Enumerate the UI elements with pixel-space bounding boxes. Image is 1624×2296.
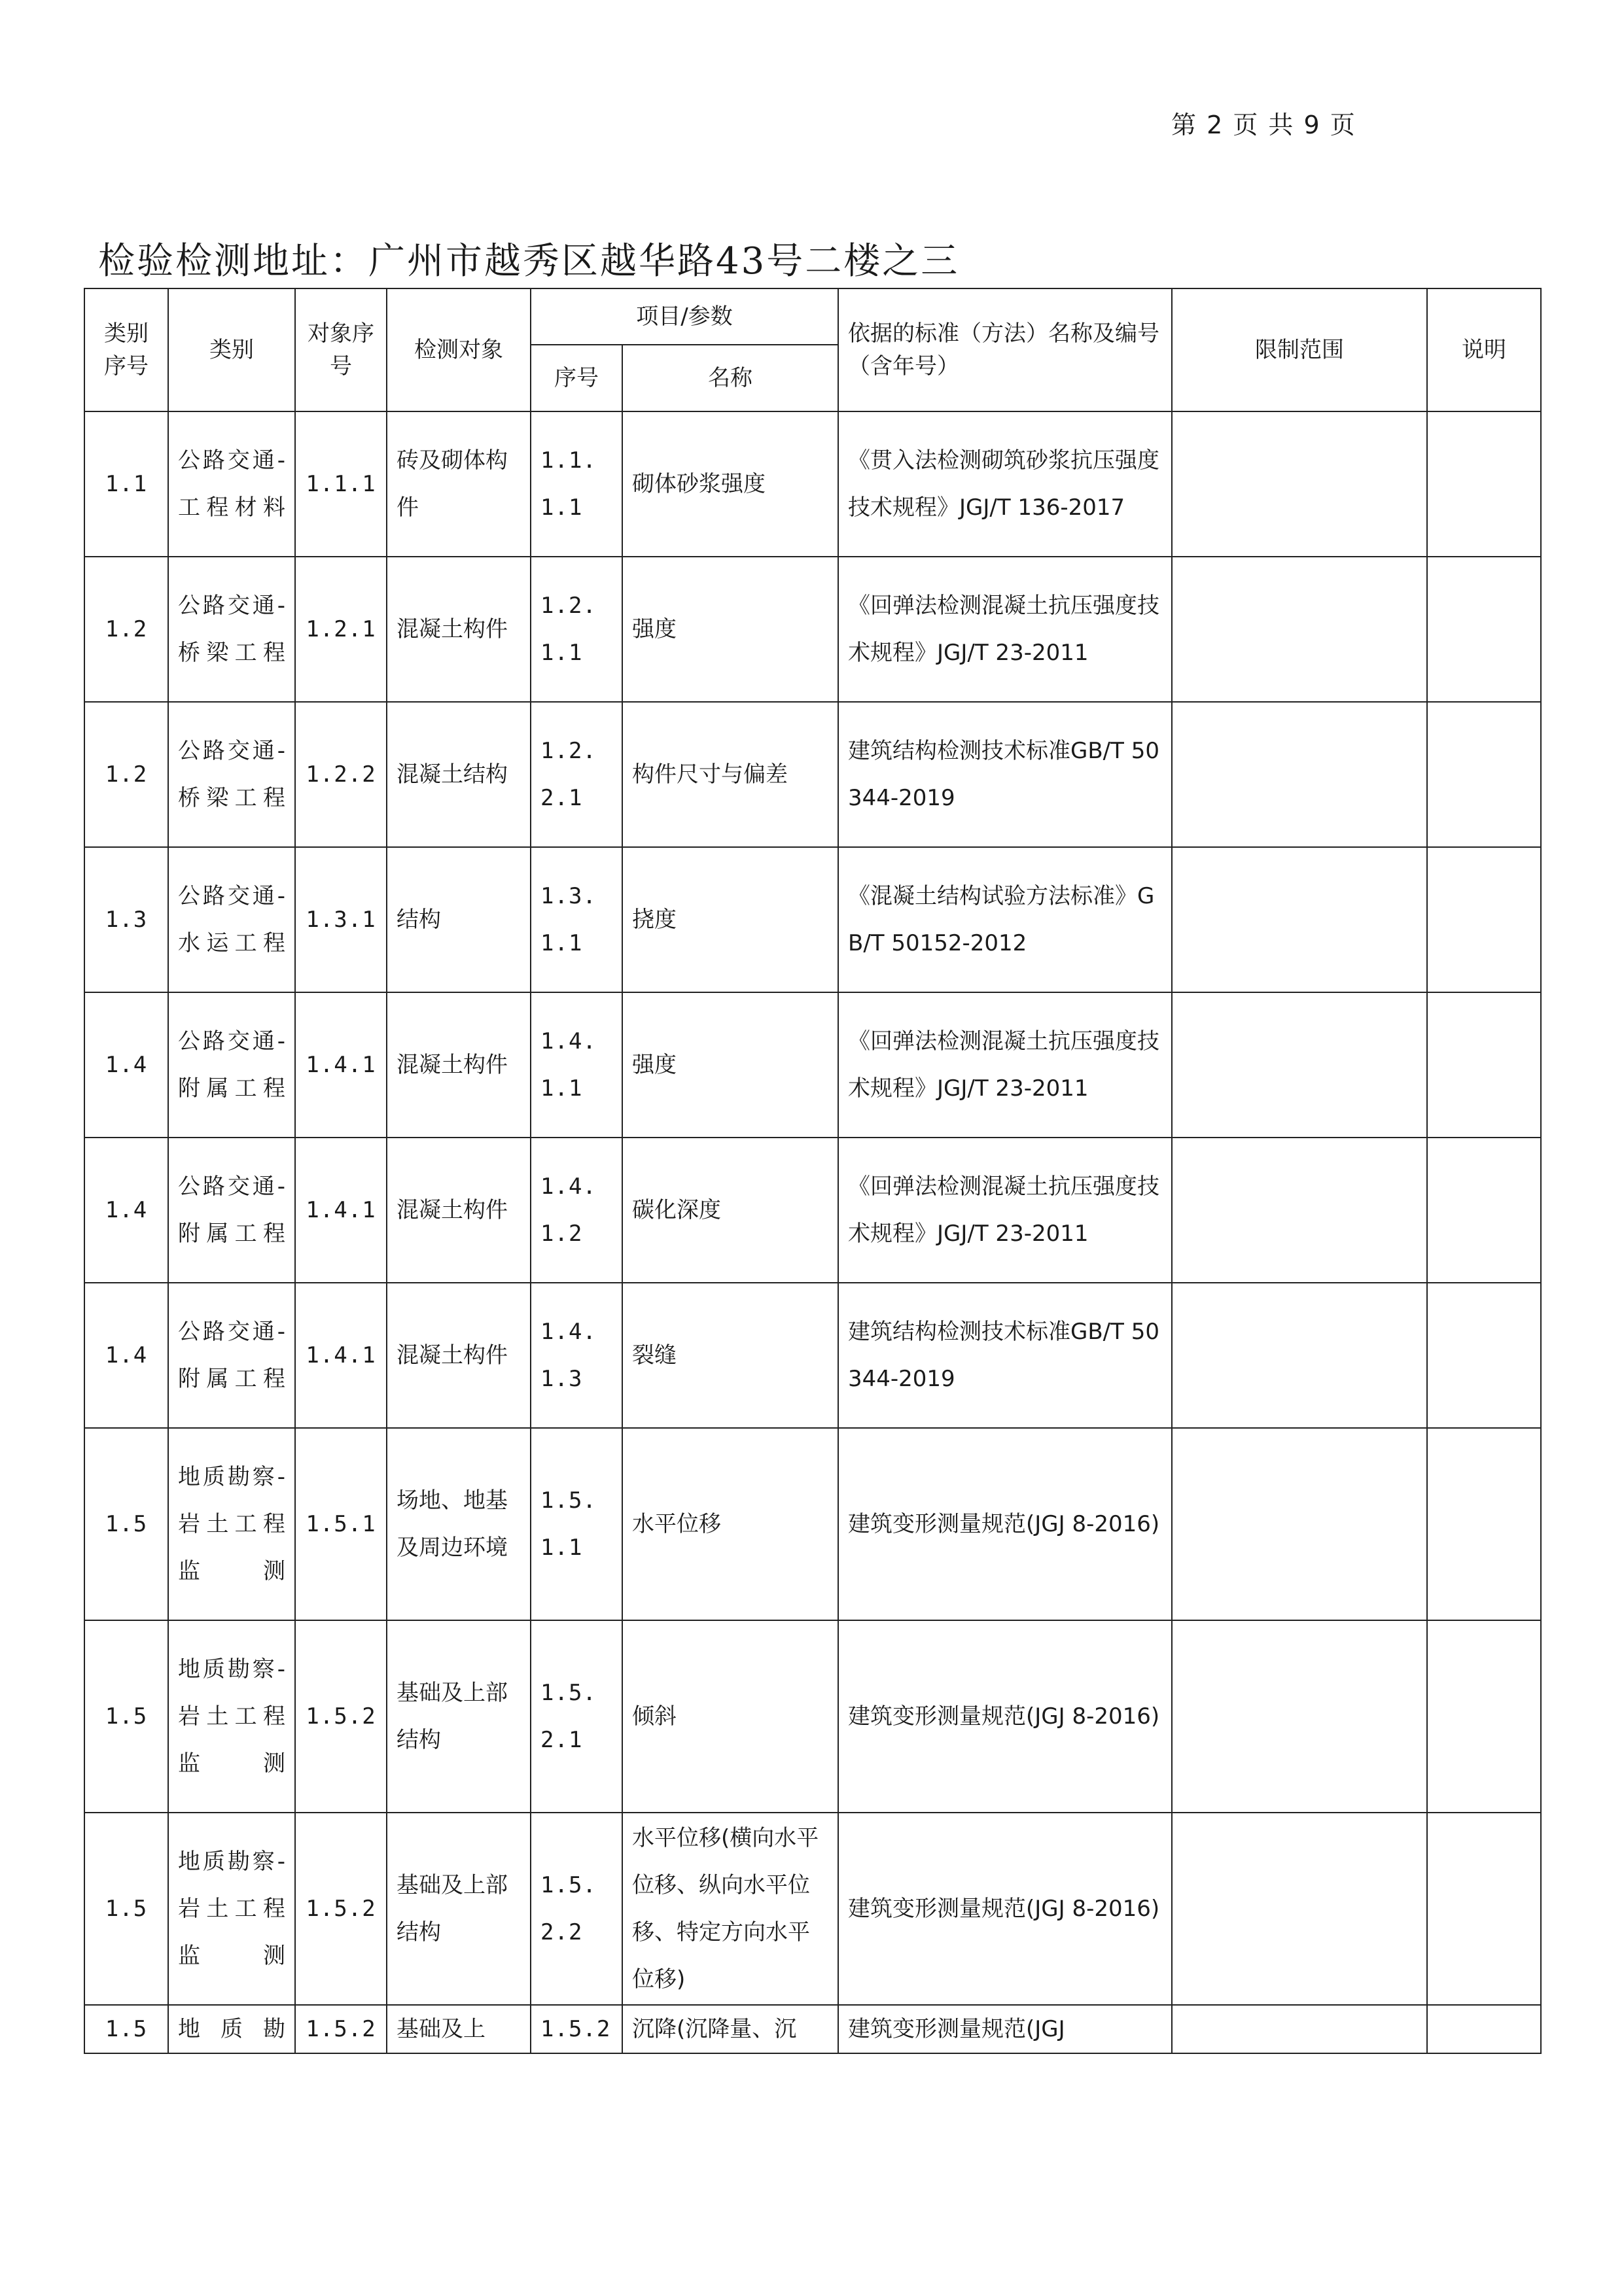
cell-limit [1172,557,1427,702]
cell-limit [1172,702,1427,847]
cell-limit [1172,1138,1427,1283]
cell-standard: 建筑结构检测技术标准GB/T 50344-2019 [838,702,1172,847]
cell-note [1427,847,1541,992]
cell-object: 混凝土构件 [387,1283,531,1428]
cell-category: 公路交通-附属工程 [168,1283,295,1428]
cell-limit [1172,1620,1427,1813]
cell-object: 混凝土构件 [387,557,531,702]
cell-category: 公路交通-水运工程 [168,847,295,992]
cell-item-seq: 1.2.2.1 [531,702,622,847]
table-row [84,1138,1541,1283]
table-row [84,557,1541,702]
cell-object: 基础及上 [387,2005,531,2053]
qualification-table [84,288,1542,2054]
header-limit: 限制范围 [1172,288,1427,411]
cell-item-seq: 1.3.1.1 [531,847,622,992]
cell-category-seq: 1.4 [84,1283,168,1428]
cell-limit [1172,992,1427,1138]
cell-standard: 建筑变形测量规范(JGJ [838,2005,1172,2053]
header-category: 类别 [168,288,295,411]
cell-object-seq: 1.1.1 [295,411,387,557]
table-row [84,992,1541,1138]
cell-item-name: 挠度 [622,847,838,992]
cell-object: 结构 [387,847,531,992]
cell-note [1427,557,1541,702]
header-note: 说明 [1427,288,1541,411]
cell-item-name: 强度 [622,992,838,1138]
cell-item-name: 水平位移(横向水平位移、纵向水平位移、特定方向水平位移) [622,1813,838,2005]
cell-object-seq: 1.5.2 [295,1813,387,2005]
cell-item-seq: 1.5.2 [531,2005,622,2053]
header-item-group: 项目/参数 [531,288,838,345]
table-row [84,1283,1541,1428]
cell-category: 公路交通-工程材料 [168,411,295,557]
header-category-seq: 类别序号 [84,288,168,411]
cell-object-seq: 1.4.1 [295,992,387,1138]
cell-note [1427,1283,1541,1428]
address-line: 检验检测地址：广州市越秀区越华路43号二楼之三 [98,240,960,283]
cell-object-seq: 1.2.1 [295,557,387,702]
table-row [84,1428,1541,1620]
cell-category: 地质勘 [168,2005,295,2053]
cell-object: 基础及上部结构 [387,1620,531,1813]
header-item-name: 名称 [622,345,838,411]
cell-object: 基础及上部结构 [387,1813,531,2005]
cell-category-seq: 1.2 [84,557,168,702]
cell-item-name: 倾斜 [622,1620,838,1813]
cell-item-seq: 1.5.2.1 [531,1620,622,1813]
cell-item-name: 构件尺寸与偏差 [622,702,838,847]
cell-object-seq: 1.5.2 [295,1620,387,1813]
cell-category-seq: 1.4 [84,1138,168,1283]
cell-limit [1172,1813,1427,2005]
cell-standard: 《回弹法检测混凝土抗压强度技术规程》JGJ/T 23-2011 [838,557,1172,702]
cell-note [1427,1138,1541,1283]
cell-item-seq: 1.4.1.2 [531,1138,622,1283]
table-row [84,1620,1541,1813]
table-row [84,702,1541,847]
cell-item-name: 砌体砂浆强度 [622,411,838,557]
cell-standard: 建筑变形测量规范(JGJ 8-2016) [838,1620,1172,1813]
cell-category: 公路交通-附属工程 [168,992,295,1138]
cell-limit [1172,1428,1427,1620]
cell-object-seq: 1.5.2 [295,2005,387,2053]
cell-category-seq: 1.4 [84,992,168,1138]
cell-note [1427,992,1541,1138]
cell-category: 地质勘察-岩土工程监测 [168,1620,295,1813]
cell-category: 地质勘察-岩土工程监测 [168,1428,295,1620]
header-object-seq: 对象序号 [295,288,387,411]
cell-category: 地质勘察-岩土工程监测 [168,1813,295,2005]
cell-limit [1172,2005,1427,2053]
cell-note [1427,702,1541,847]
cell-standard: 《混凝土结构试验方法标准》GB/T 50152-2012 [838,847,1172,992]
cell-category-seq: 1.5 [84,1428,168,1620]
table-row [84,1813,1541,2005]
cell-note [1427,1620,1541,1813]
cell-item-name: 裂缝 [622,1283,838,1428]
table-row [84,847,1541,992]
cell-object-seq: 1.4.1 [295,1138,387,1283]
header-standard: 依据的标准（方法）名称及编号（含年号） [838,288,1172,411]
cell-object-seq: 1.3.1 [295,847,387,992]
cell-item-seq: 1.5.1.1 [531,1428,622,1620]
cell-object-seq: 1.5.1 [295,1428,387,1620]
cell-item-seq: 1.2.1.1 [531,557,622,702]
header-item-seq: 序号 [531,345,622,411]
cell-object: 砖及砌体构件 [387,411,531,557]
cell-standard: 建筑结构检测技术标准GB/T 50344-2019 [838,1283,1172,1428]
cell-item-name: 水平位移 [622,1428,838,1620]
header-object: 检测对象 [387,288,531,411]
cell-standard: 《贯入法检测砌筑砂浆抗压强度技术规程》JGJ/T 136-2017 [838,411,1172,557]
cell-standard: 建筑变形测量规范(JGJ 8-2016) [838,1428,1172,1620]
cell-note [1427,1813,1541,2005]
cell-item-name: 碳化深度 [622,1138,838,1283]
cell-category-seq: 1.5 [84,1620,168,1813]
cell-standard: 《回弹法检测混凝土抗压强度技术规程》JGJ/T 23-2011 [838,992,1172,1138]
cell-limit [1172,411,1427,557]
cell-object: 混凝土构件 [387,992,531,1138]
cell-item-name: 沉降(沉降量、沉 [622,2005,838,2053]
cell-category: 公路交通-附属工程 [168,1138,295,1283]
table-row [84,411,1541,557]
cell-item-seq: 1.1.1.1 [531,411,622,557]
cell-item-seq: 1.4.1.1 [531,992,622,1138]
table-row [84,2005,1541,2053]
cell-standard: 《回弹法检测混凝土抗压强度技术规程》JGJ/T 23-2011 [838,1138,1172,1283]
cell-object: 混凝土构件 [387,1138,531,1283]
cell-object-seq: 1.2.2 [295,702,387,847]
cell-note [1427,2005,1541,2053]
cell-limit [1172,847,1427,992]
cell-limit [1172,1283,1427,1428]
cell-category-seq: 1.5 [84,2005,168,2053]
cell-category-seq: 1.2 [84,702,168,847]
cell-category: 公路交通-桥梁工程 [168,702,295,847]
cell-category-seq: 1.1 [84,411,168,557]
cell-item-name: 强度 [622,557,838,702]
cell-category-seq: 1.5 [84,1813,168,2005]
cell-item-seq: 1.5.2.2 [531,1813,622,2005]
cell-standard: 建筑变形测量规范(JGJ 8-2016) [838,1813,1172,2005]
cell-note [1427,1428,1541,1620]
cell-object-seq: 1.4.1 [295,1283,387,1428]
cell-category: 公路交通-桥梁工程 [168,557,295,702]
cell-note [1427,411,1541,557]
page-number: 第 2 页 共 9 页 [1171,111,1356,139]
cell-object: 场地、地基及周边环境 [387,1428,531,1620]
cell-category-seq: 1.3 [84,847,168,992]
cell-item-seq: 1.4.1.3 [531,1283,622,1428]
cell-object: 混凝土结构 [387,702,531,847]
